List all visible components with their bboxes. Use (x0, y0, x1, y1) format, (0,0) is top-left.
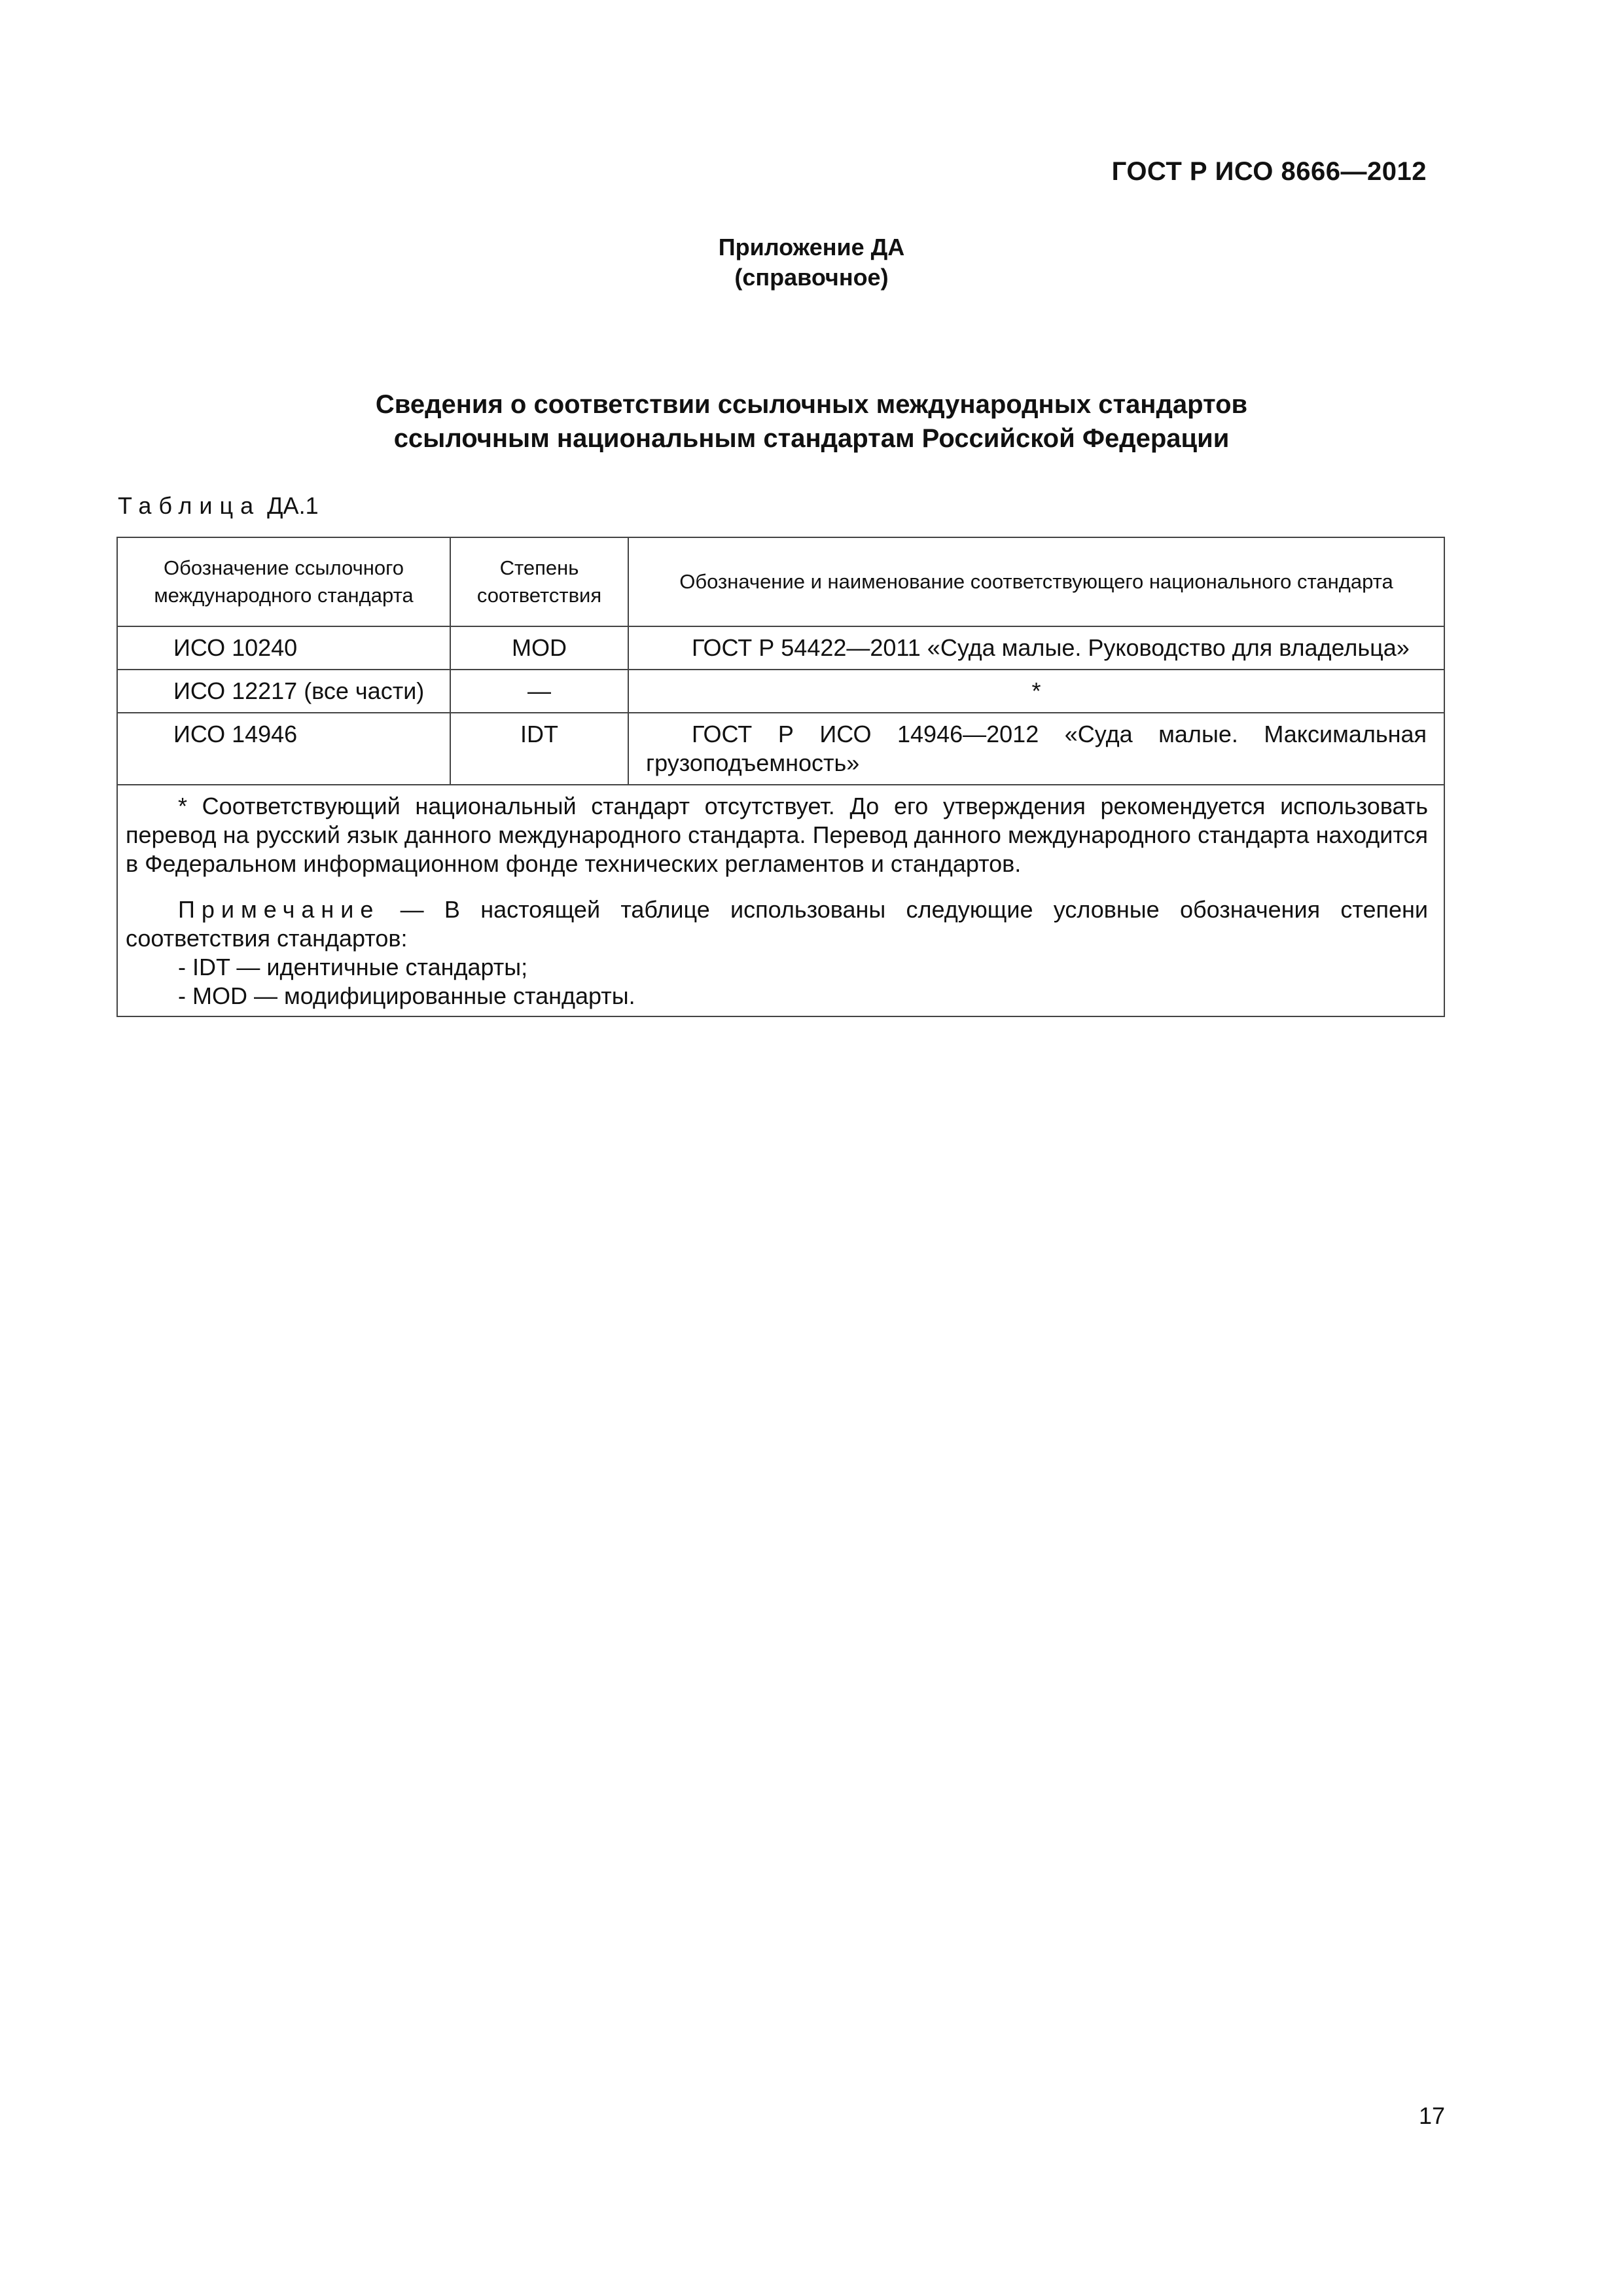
table-row (117, 713, 1444, 785)
international-standard-cell: ИСО 10240 (117, 626, 450, 670)
section-title (0, 387, 1623, 456)
national-standard-cell (628, 713, 1444, 785)
appendix-heading (0, 232, 1623, 293)
national-standard-text: ГОСТ Р ИСО 14946—2012 «Суда малые. Максимальная грузоподъемность» (646, 721, 1427, 776)
table-note (126, 895, 1428, 953)
table-footer-row (117, 785, 1444, 1016)
table-footnote: * Соответствующий национальный стандарт отсутствует. До его утверждения рекомендуется использовать перевод на русский язык данного международного стандарта. Перевод данного международного стандарта находится в Федеральном информационном фонде технических регламентов и стандартов. (126, 793, 1428, 877)
note-label: Примечание (178, 896, 380, 923)
reference-standards-table (116, 537, 1445, 1017)
note-item-idt: - IDT — идентичные стандарты; (178, 954, 528, 980)
table-row (117, 670, 1444, 713)
note-text: — В настоящей таблице использованы следующие условные обозначения степени соответствия стандартов: (126, 896, 1428, 952)
international-standard-cell: ИСО 12217 (все части) (117, 670, 450, 713)
international-standard-cell: ИСО 14946 (117, 713, 450, 785)
appendix-title: Приложение ДА (718, 234, 905, 260)
table-caption-id: ДА.1 (267, 492, 319, 519)
header-national-standard: Обозначение и наименование соответствующего национального стандарта (628, 537, 1444, 626)
table-row (117, 626, 1444, 670)
header-degree-of-correspondence: Степень соответствия (450, 537, 628, 626)
national-standard-text: ГОСТ Р 54422—2011 «Суда малые. Руководство для владельца» (692, 634, 1410, 661)
national-standard-cell (628, 626, 1444, 670)
table-caption (118, 492, 319, 520)
page-number: 17 (1418, 2102, 1445, 2129)
degree-cell: MOD (450, 626, 628, 670)
appendix-subtitle: (справочное) (734, 264, 889, 291)
section-title-line-1: Сведения о соответствии ссылочных международных стандартов (375, 390, 1248, 419)
national-standard-cell: * (628, 670, 1444, 713)
degree-cell: — (450, 670, 628, 713)
note-item-mod: - MOD — модифицированные стандарты. (178, 982, 635, 1009)
table-caption-prefix: Таблица (118, 492, 261, 519)
degree-cell: IDT (450, 713, 628, 785)
document-code-header: ГОСТ Р ИСО 8666—2012 (1111, 157, 1427, 186)
table-header-row (117, 537, 1444, 626)
section-title-line-2: ссылочным национальным стандартам Российской Федерации (393, 424, 1230, 453)
header-international-standard: Обозначение ссылочного международного стандарта (117, 537, 450, 626)
table-footer-cell (117, 785, 1444, 1016)
